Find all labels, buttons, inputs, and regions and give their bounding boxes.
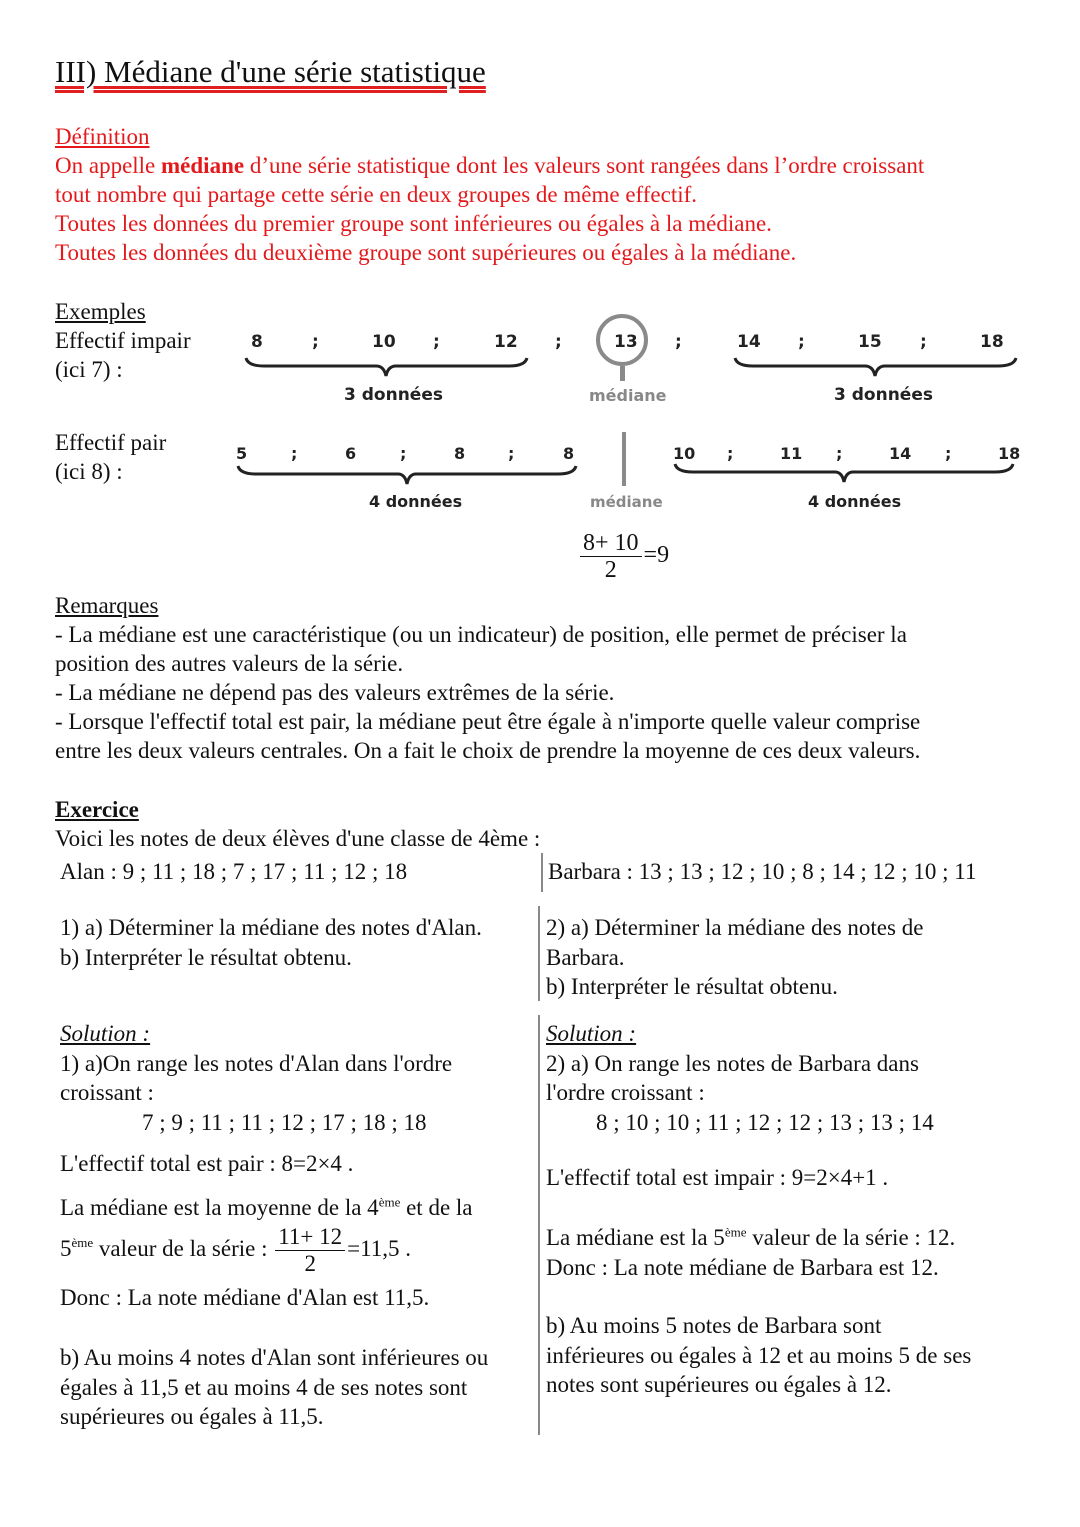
interp-line: inférieures ou égales à 12 et au moins 5 de ses <box>546 1342 972 1368</box>
median-bar-icon <box>622 432 626 486</box>
alan-grades: Alan : 9 ; 11 ; 18 ; 7 ; 17 ; 11 ; 12 ; 18 <box>60 859 408 884</box>
alan-sorted-grades: 7 ; 9 ; 11 ; 11 ; 12 ; 17 ; 18 ; 18 <box>142 1109 427 1135</box>
odd-label-1: Effectif impair <box>55 328 191 353</box>
definition-heading: Définition <box>55 124 150 149</box>
left-group-label: 3 données <box>344 385 443 405</box>
separator: ; <box>312 332 319 352</box>
odd-value: 12 <box>494 332 518 352</box>
barbara-conclusion: Donc : La note médiane de Barbara est 12. <box>546 1254 939 1280</box>
separator: ; <box>836 444 843 463</box>
alan-interpretation <box>60 1343 488 1432</box>
text: La médiane est la moyenne de la 4 <box>60 1195 379 1220</box>
question-2 <box>546 913 923 1002</box>
median-value: 13 <box>614 332 638 352</box>
superscript: ème <box>71 1235 94 1251</box>
separator: ; <box>920 332 927 352</box>
exercise-header <box>55 795 540 853</box>
odd-value: 15 <box>858 332 882 352</box>
solution-line: l'ordre croissant : <box>546 1080 705 1105</box>
interp-line: égales à 11,5 et au moins 4 de ses notes sont <box>60 1374 468 1400</box>
remark-line: entre les deux valeurs centrales. On a fait le choix de prendre la moyenne de ces deux valeurs. <box>55 738 921 763</box>
even-value: 10 <box>673 444 696 463</box>
definition-text: d’une série statistique dont les valeurs sont rangées dans l’ordre croissant <box>244 153 925 178</box>
remarks-block <box>55 591 920 765</box>
left-brace-icon <box>236 464 578 488</box>
remark-line: - La médiane est une caractéristique (ou un indicateur) de position, elle permet de préciser la <box>55 622 907 647</box>
text: La médiane est la 5 <box>546 1225 725 1250</box>
odd-value: 14 <box>737 332 761 352</box>
odd-value: 18 <box>980 332 1004 352</box>
exercise-intro: Voici les notes de deux élèves d'une classe de 4ème : <box>55 826 541 851</box>
formula-result: =9 <box>643 542 670 569</box>
median-stem-icon <box>620 366 625 381</box>
barbara-sorted-grades: 8 ; 10 ; 10 ; 11 ; 12 ; 12 ; 13 ; 13 ; 14 <box>596 1109 934 1135</box>
examples-labels <box>55 297 191 486</box>
interp-line: notes sont supérieures ou égales à 12. <box>546 1372 892 1397</box>
separator: ; <box>555 332 562 352</box>
separator: ; <box>727 444 734 463</box>
solution-line: 2) a) On range les notes de Barbara dans <box>546 1050 919 1076</box>
right-group-label: 3 données <box>834 385 933 405</box>
separator: ; <box>400 444 407 463</box>
alan-median-calc <box>60 1224 411 1277</box>
question-1a: 1) a) Déterminer la médiane des notes d'Alan. <box>60 915 482 940</box>
formula-denominator: 2 <box>304 1251 316 1276</box>
definition-block <box>55 122 924 267</box>
question-2a-line1: 2) a) Déterminer la médiane des notes de <box>546 915 924 940</box>
formula-denominator: 2 <box>604 557 617 583</box>
column-divider <box>538 1015 540 1435</box>
solution-alan <box>60 1019 452 1137</box>
alan-conclusion: Donc : La note médiane d'Alan est 11,5. <box>60 1285 430 1310</box>
separator: ; <box>291 444 298 463</box>
separator: ; <box>675 332 682 352</box>
odd-value: 10 <box>372 332 396 352</box>
separator: ; <box>945 444 952 463</box>
interp-line: supérieures ou égales à 11,5. <box>60 1404 324 1429</box>
question-2b: b) Interpréter le résultat obtenu. <box>546 974 838 999</box>
alan-median-def <box>60 1195 473 1221</box>
definition-text: On appelle <box>55 153 162 178</box>
definition-line-1 <box>55 151 924 180</box>
barbara-median <box>546 1223 955 1282</box>
even-value: 8 <box>454 444 466 463</box>
median-label: médiane <box>590 493 663 511</box>
separator: ; <box>798 332 805 352</box>
median-label: médiane <box>589 386 667 405</box>
solution-line: croissant : <box>60 1080 154 1105</box>
examples-heading: Exemples <box>55 299 146 324</box>
text: 5 <box>60 1235 72 1261</box>
superscript: ème <box>378 1194 401 1210</box>
right-brace-icon <box>673 462 1015 486</box>
definition-term: médiane <box>161 153 245 178</box>
formula-result: =11,5 . <box>347 1235 411 1261</box>
even-value: 11 <box>780 444 803 463</box>
even-label-1: Effectif pair <box>55 430 167 455</box>
odd-value: 8 <box>251 332 263 352</box>
barbara-median-def <box>546 1223 955 1253</box>
barbara-interpretation <box>546 1311 971 1400</box>
definition-line-2: tout nombre qui partage cette série en deux groupes de même effectif. <box>55 182 698 207</box>
interp-line: b) Au moins 5 notes de Barbara sont <box>546 1313 882 1338</box>
alan-total: L'effectif total est pair : 8=2×4 . <box>60 1151 354 1176</box>
definition-line-4: Toutes les données du deuxième groupe sont supérieures ou égales à la médiane. <box>55 240 797 265</box>
even-value: 18 <box>998 444 1021 463</box>
even-value: 14 <box>889 444 912 463</box>
column-divider <box>541 853 543 892</box>
solution-line: 1) a)On range les notes d'Alan dans l'ordre <box>60 1050 453 1076</box>
separator: ; <box>433 332 440 352</box>
text: et de la <box>400 1195 473 1220</box>
solution-heading: Solution : <box>546 1021 637 1046</box>
solution-barbara <box>546 1019 934 1137</box>
definition-line-3: Toutes les données du premier groupe sont inférieures ou égales à la médiane. <box>55 211 772 236</box>
even-median-formula <box>578 530 669 583</box>
formula-numerator: 8+ 10 <box>580 530 642 557</box>
even-label-2: (ici 8) : <box>55 459 123 484</box>
remark-line: - Lorsque l'effectif total est pair, la médiane peut être égale à n'importe quelle valeur comprise <box>55 709 921 734</box>
section-title: III) Médiane d'une série statistique <box>55 54 486 89</box>
even-value: 6 <box>345 444 357 463</box>
remarks-heading: Remarques <box>55 593 159 618</box>
formula-numerator: 11+ 12 <box>275 1224 345 1251</box>
left-brace-icon <box>244 356 529 380</box>
right-brace-icon <box>733 356 1018 380</box>
interp-line: b) Au moins 4 notes d'Alan sont inférieures ou <box>60 1345 489 1370</box>
question-1b: b) Interpréter le résultat obtenu. <box>60 944 352 970</box>
barbara-total: L'effectif total est impair : 9=2×4+1 . <box>546 1165 889 1190</box>
text: valeur de la série : 12. <box>746 1225 956 1250</box>
barbara-grades: Barbara : 13 ; 13 ; 12 ; 10 ; 8 ; 14 ; 12 ; 10 ; 11 <box>548 859 977 884</box>
text: valeur de la série : <box>93 1235 274 1261</box>
left-group-label: 4 données <box>369 492 463 511</box>
solution-heading: Solution : <box>60 1021 151 1046</box>
question-1 <box>60 913 482 972</box>
even-value: 8 <box>563 444 575 463</box>
column-divider <box>538 906 540 1001</box>
exercise-heading: Exercice <box>55 797 139 822</box>
remark-line: - La médiane ne dépend pas des valeurs extrêmes de la série. <box>55 680 615 705</box>
remark-line: position des autres valeurs de la série. <box>55 651 404 676</box>
even-value: 5 <box>236 444 248 463</box>
superscript: ème <box>724 1224 747 1240</box>
odd-label-2: (ici 7) : <box>55 357 123 382</box>
separator: ; <box>508 444 515 463</box>
right-group-label: 4 données <box>808 492 902 511</box>
question-2a-line2: Barbara. <box>546 944 625 970</box>
